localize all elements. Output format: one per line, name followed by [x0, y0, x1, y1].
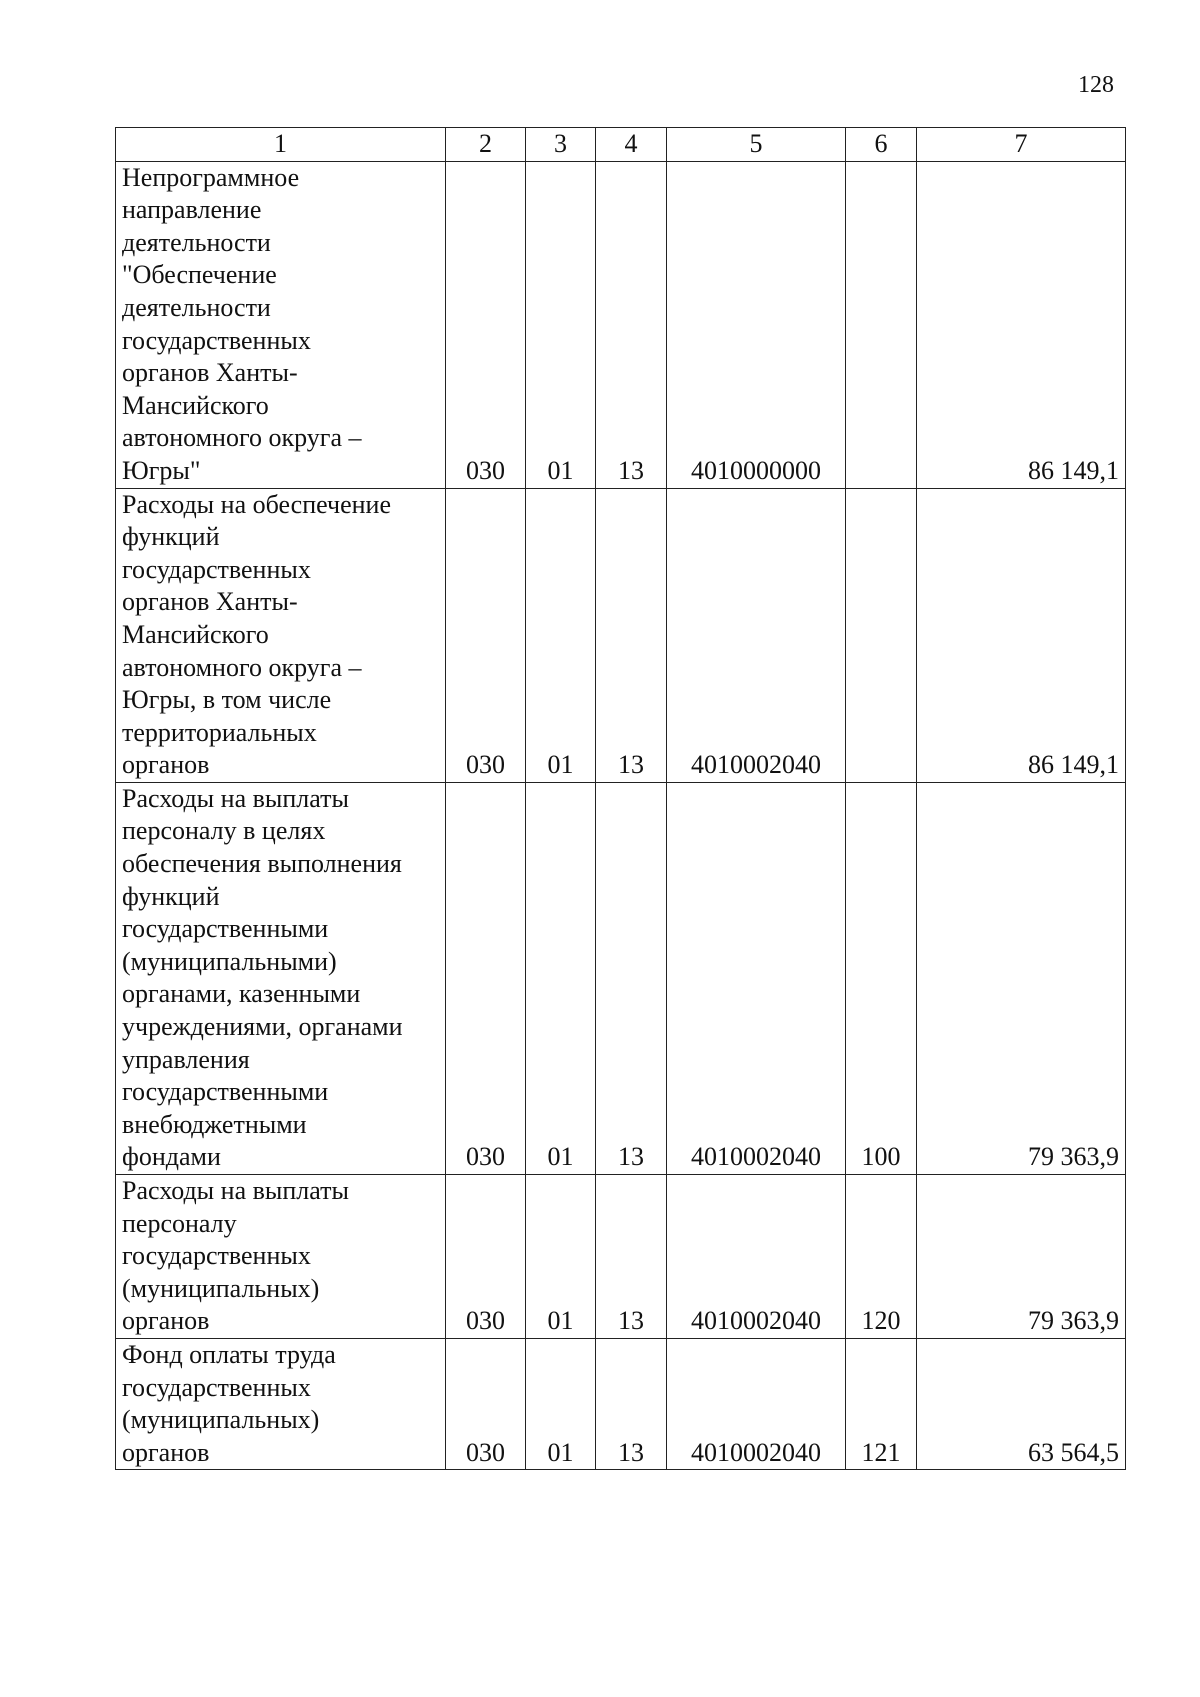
target-article-cell: 4010000000	[667, 161, 846, 488]
name-line: обеспечения выполнения	[122, 849, 402, 879]
ministry-code-cell: 030	[446, 1175, 526, 1339]
expense-type-cell: 100	[846, 782, 917, 1174]
target-article-cell: 4010002040	[667, 1338, 846, 1469]
name-line: деятельности	[122, 292, 271, 322]
section-code-cell: 01	[526, 161, 596, 488]
amount-cell: 79 363,9	[917, 782, 1126, 1174]
section-code-cell: 01	[526, 488, 596, 782]
row-name-cell	[116, 161, 446, 488]
target-article-cell: 4010002040	[667, 488, 846, 782]
section-code-cell: 01	[526, 1175, 596, 1339]
name-line: автономного округа –	[122, 423, 362, 453]
header-row	[116, 128, 1126, 162]
table-row	[116, 782, 1126, 1174]
name-line: органов	[122, 750, 210, 780]
name-line: автономного округа –	[122, 652, 362, 682]
table-row	[116, 1338, 1126, 1469]
column-header-6: 6	[846, 128, 917, 162]
page-number: 128	[1078, 72, 1114, 98]
target-article-cell: 4010002040	[667, 1175, 846, 1339]
name-line: "Обеспечение	[122, 260, 277, 290]
name-line: функций	[122, 881, 220, 911]
name-line: внебюджетными	[122, 1109, 307, 1139]
target-article-cell: 4010002040	[667, 782, 846, 1174]
name-line: государственными	[122, 914, 329, 944]
column-header-7: 7	[917, 128, 1126, 162]
table-row	[116, 488, 1126, 782]
name-line: органами, казенными	[122, 979, 361, 1009]
amount-cell: 63 564,5	[917, 1338, 1126, 1469]
subsection-code-cell: 13	[596, 782, 667, 1174]
name-line: органов Ханты-	[122, 587, 298, 617]
name-line: государственных	[122, 554, 311, 584]
row-name-cell	[116, 782, 446, 1174]
name-line: (муниципальными)	[122, 946, 337, 976]
name-line: Расходы на обеспечение	[122, 489, 392, 519]
name-line: фондами	[122, 1142, 221, 1172]
name-line: Расходы на выплаты	[122, 1176, 349, 1205]
budget-table	[115, 127, 1126, 1470]
name-line: (муниципальных)	[122, 1273, 320, 1303]
row-name-cell	[116, 488, 446, 782]
name-line: органов	[122, 1306, 210, 1336]
section-code-cell: 01	[526, 1338, 596, 1469]
name-line: государственных	[122, 1372, 311, 1402]
ministry-code-cell: 030	[446, 782, 526, 1174]
subsection-code-cell: 13	[596, 161, 667, 488]
amount-cell: 86 149,1	[917, 488, 1126, 782]
expense-type-cell	[846, 161, 917, 488]
column-header-2: 2	[446, 128, 526, 162]
row-name-cell	[116, 1338, 446, 1469]
expense-type-cell: 120	[846, 1175, 917, 1339]
name-line: государственных	[122, 325, 311, 355]
name-line: Мансийского	[122, 390, 269, 420]
name-line: направление	[122, 195, 262, 225]
name-line: государственных	[122, 1241, 311, 1271]
name-line: Расходы на выплаты	[122, 783, 349, 813]
table-row	[116, 161, 1126, 488]
name-line: управления	[122, 1044, 250, 1074]
name-line: Непрограммное	[122, 162, 300, 192]
name-line: Мансийского	[122, 619, 269, 649]
column-header-4: 4	[596, 128, 667, 162]
name-line: органов	[122, 1437, 210, 1467]
name-line: Фонд оплаты труда	[122, 1339, 336, 1369]
row-name-cell	[116, 1175, 446, 1339]
column-header-5: 5	[667, 128, 846, 162]
ministry-code-cell: 030	[446, 161, 526, 488]
expense-type-cell	[846, 488, 917, 782]
name-line: деятельности	[122, 227, 271, 257]
name-line: Югры, в том числе	[122, 685, 332, 715]
name-line: территориальных	[122, 717, 317, 747]
amount-cell: 86 149,1	[917, 161, 1126, 488]
table-row	[116, 1175, 1126, 1339]
name-line: государственными	[122, 1077, 329, 1107]
column-header-3: 3	[526, 128, 596, 162]
name-line: (муниципальных)	[122, 1405, 320, 1435]
subsection-code-cell: 13	[596, 1338, 667, 1469]
amount-cell: 79 363,9	[917, 1175, 1126, 1339]
ministry-code-cell: 030	[446, 488, 526, 782]
subsection-code-cell: 13	[596, 488, 667, 782]
section-code-cell: 01	[526, 782, 596, 1174]
subsection-code-cell: 13	[596, 1175, 667, 1339]
column-header-1: 1	[116, 128, 446, 162]
name-line: Югры"	[122, 455, 201, 485]
ministry-code-cell: 030	[446, 1338, 526, 1469]
expense-type-cell: 121	[846, 1338, 917, 1469]
name-line: учреждениями, органами	[122, 1012, 403, 1042]
name-line: персоналу в целях	[122, 816, 326, 846]
name-line: функций	[122, 522, 220, 552]
name-line: органов Ханты-	[122, 358, 298, 388]
name-line: персоналу	[122, 1208, 237, 1238]
